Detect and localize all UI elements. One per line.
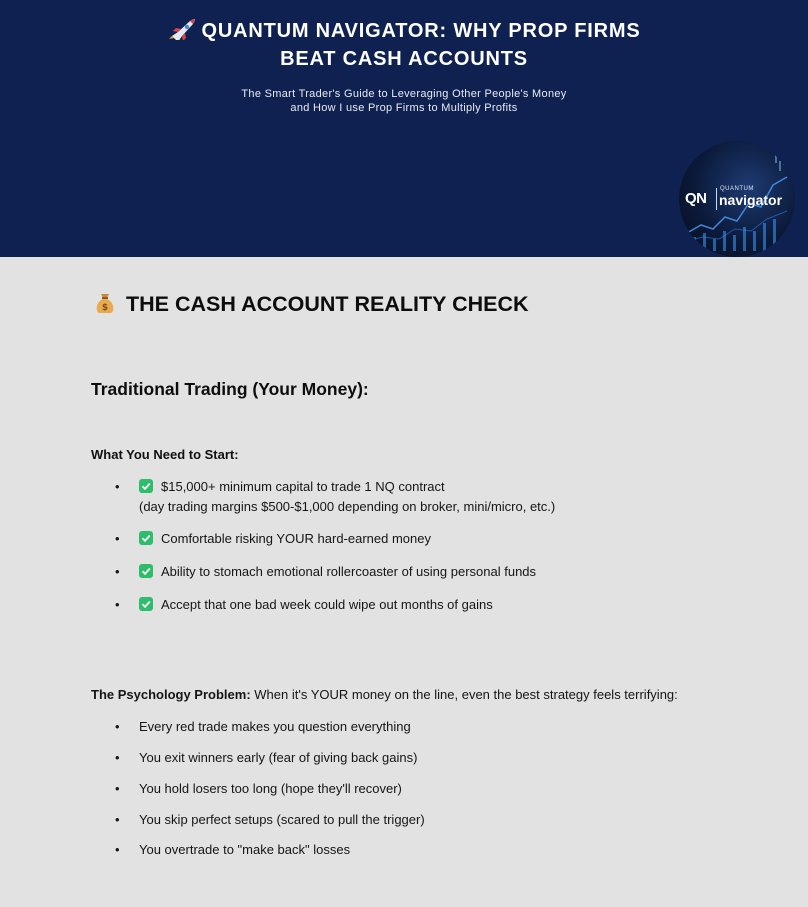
bullet: • — [115, 812, 120, 827]
banner-title — [0, 18, 808, 72]
list-item-text: Accept that one bad week could wipe out months of gains — [161, 597, 493, 612]
section-heading-text: THE CASH ACCOUNT REALITY CHECK — [126, 292, 529, 316]
bullet: • — [115, 719, 120, 734]
banner-subtitle-line2: and How I use Prop Firms to Multiply Profits — [290, 102, 518, 114]
bullet: • — [115, 842, 120, 857]
list-item — [139, 529, 431, 549]
logo-divider — [716, 188, 717, 210]
svg-text:$: $ — [101, 303, 109, 313]
bullet: • — [115, 781, 120, 796]
psychology-paragraph — [91, 685, 678, 705]
quantum-navigator-logo — [679, 141, 795, 257]
list-item: You skip perfect setups (scared to pull the trigger) — [139, 812, 425, 827]
check-box-icon — [139, 531, 153, 545]
list-item: You hold losers too long (hope they'll recover) — [139, 781, 402, 796]
check-box-icon — [139, 564, 153, 578]
money-bag-icon — [92, 289, 118, 321]
rocket-icon — [168, 18, 196, 47]
list-item: You overtrade to "make back" losses — [139, 842, 351, 857]
list-item: Every red trade makes you question everything — [139, 719, 411, 734]
logo-small-text: QUANTUM — [720, 186, 754, 192]
banner-subtitle — [0, 87, 808, 115]
check-box-icon — [139, 597, 153, 611]
list-item-subtext: (day trading margins $500-$1,000 depending on broker, mini/micro, etc.) — [139, 499, 556, 514]
list-item-text: $15,000+ minimum capital to trade 1 NQ contract — [161, 479, 445, 494]
check-box-icon — [139, 479, 153, 493]
list-item: You exit winners early (fear of giving back gains) — [139, 750, 418, 765]
bullet: • — [115, 531, 120, 546]
bullet: • — [115, 479, 120, 494]
list-item — [139, 562, 536, 582]
list-item — [139, 477, 445, 497]
list-item-text: Ability to stomach emotional rollercoaster of using personal funds — [161, 564, 537, 579]
header-banner — [0, 0, 808, 257]
logo-big-text: navigator — [719, 192, 783, 208]
psychology-label: The Psychology Problem: — [91, 687, 251, 702]
need-label: What You Need to Start: — [91, 447, 239, 462]
banner-title-line1: QUANTUM NAVIGATOR: WHY PROP FIRMS — [201, 20, 641, 42]
list-item — [139, 595, 493, 615]
logo-initials: QN — [685, 190, 707, 207]
bullet: • — [115, 597, 120, 612]
list-item-text: Comfortable risking YOUR hard-earned money — [161, 531, 431, 546]
bullet: • — [115, 750, 120, 765]
banner-title-line2: BEAT CASH ACCOUNTS — [280, 48, 528, 70]
psychology-text: When it's YOUR money on the line, even the best strategy feels terrifying: — [250, 687, 678, 702]
subheading: Traditional Trading (Your Money): — [91, 379, 369, 399]
section-heading — [92, 289, 529, 321]
banner-subtitle-line1: The Smart Trader's Guide to Leveraging Other People's Money — [241, 88, 567, 100]
bullet: • — [115, 564, 120, 579]
